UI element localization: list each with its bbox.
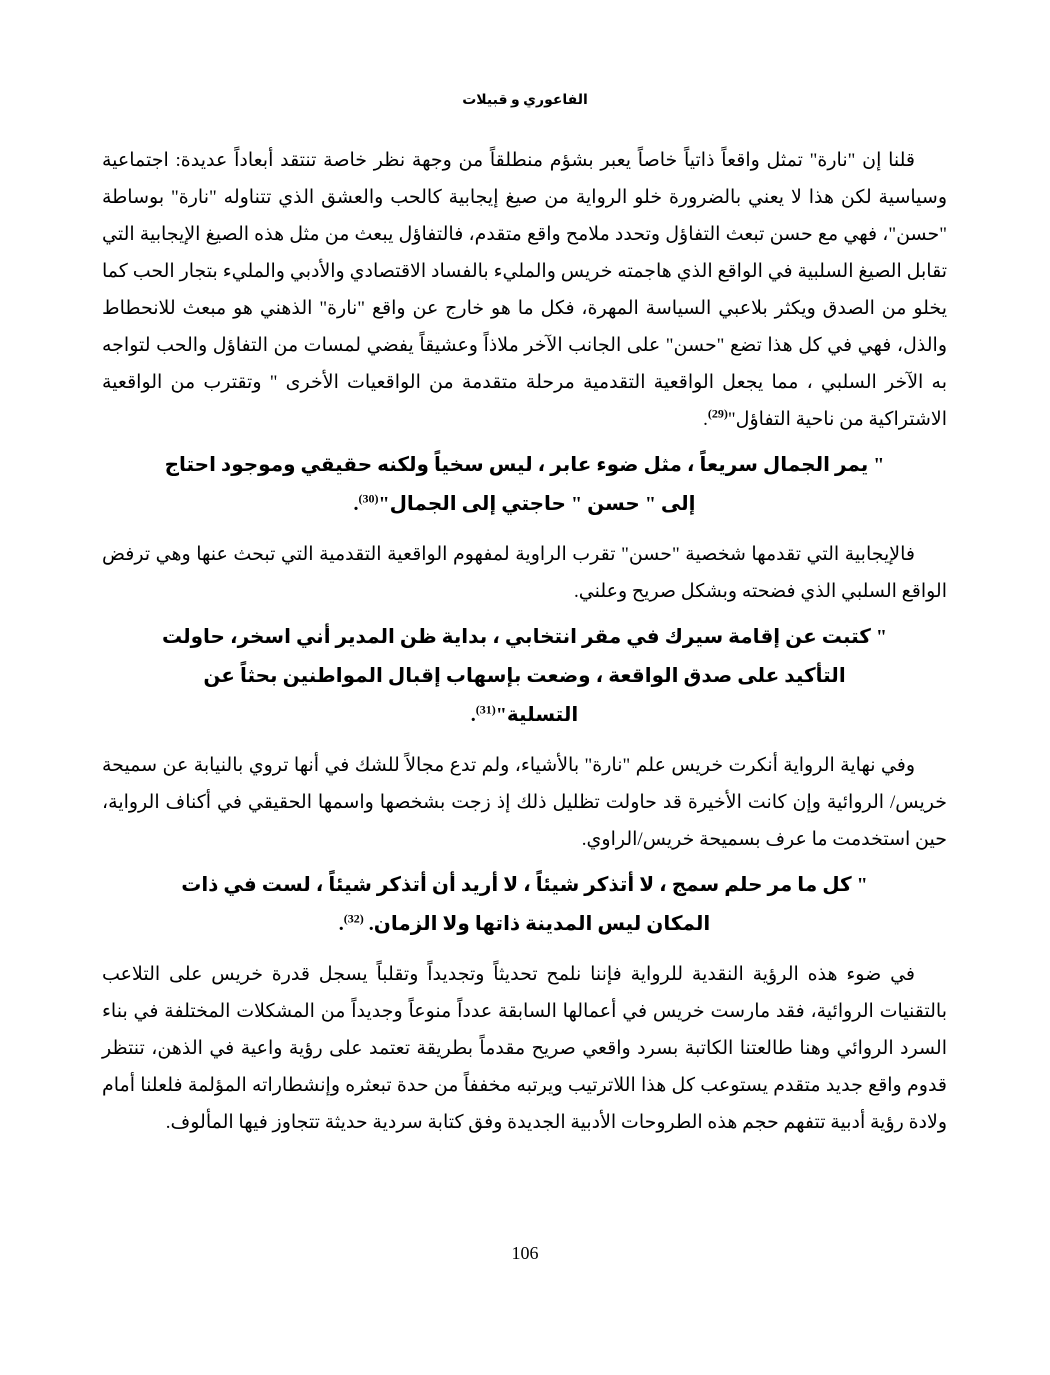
footnote-ref-31: (31) — [475, 702, 496, 717]
quote-3-text: " كل ما مر حلم سمج ، لا أتذكر شيئاً ، لا أريد أن أتذكر شيئاً ، لست في ذات المكان ليس المدينة ذاتها ولا الزمان. — [181, 874, 868, 935]
quote-1 — [160, 446, 889, 524]
footnote-ref-30: (30) — [358, 491, 379, 506]
paragraph-1 — [102, 142, 947, 438]
footnote-ref-32: (32) — [343, 911, 364, 926]
page-number: 106 — [511, 1243, 539, 1263]
paragraph-4 — [102, 956, 947, 1141]
quote-1-after: . — [353, 493, 359, 515]
quote-2-text: " كتبت عن إقامة سيرك في مقر انتخابي ، بداية ظن المدير أني اسخر، حاولت التأكيد على صدق الواقعة ، وضعت بإسهاب إقبال المواطنين بحثاً عن التسلية" — [161, 626, 888, 726]
paragraph-2 — [102, 536, 947, 610]
paragraph-3 — [102, 747, 947, 858]
quote-2-after: . — [470, 704, 476, 726]
quote-3-after: . — [338, 913, 344, 935]
footnote-ref-29: (29) — [707, 406, 728, 421]
paragraph-4-text: في ضوء هذه الرؤية النقدية للرواية فإننا نلمح تحديثاً وتجديداً وتقلباً يسجل قدرة خريس على التلاعب بالتقنيات الروائية، فقد مارست خريس في أعمالها السابقة عدداً منوعاً وجديداً من المشكلات المختلفة في بناء السرد الروائي وهنا طالعتنا الكاتبة بسرد واقعي صريح مقدماً بطريقة تعتمد على رؤية واعية في الذهن، تنتظر قدوم واقع جديد متقدم يستوعب كل هذا اللاترتيب ويرتبه مخففاً من حدة تبعثره وإنشطاراته المؤلمة فلعلنا أمام ولادة رؤية أدبية تتفهم حجم هذه الطروحات الأدبية الجديدة وفق كتابة سردية حديثة تتجاوز فيها المألوف. — [102, 964, 947, 1133]
paragraph-2-text: فالإيجابية التي تقدمها شخصية "حسن" تقرب الراوية لمفهوم الواقعية التقدمية التي تبحث عنها وهي ترفض الواقع السلبي الذي فضحته وبشكل صريح وعلني. — [102, 544, 947, 602]
running-header: الفاعوري و قبيلات — [462, 93, 588, 108]
quote-3 — [160, 866, 889, 944]
paragraph-1-text: قلنا إن "نارة" تمثل واقعاً ذاتياً خاصاً يعبر بشؤم منطلقاً من وجهة نظر خاصة تنتقد أبعاداً عديدة: اجتماعية وسياسية لكن هذا لا يعني بالضرورة خلو الرواية من صيغ إيجابية كالحب والعشق الذي تتناوله "نارة" بوساطة "حسن"، فهي مع حسن تبعث التفاؤل وتحدد ملامح واقع متقدم، فالتفاؤل يبعث من مثل هذه الصيغ الإيجابية التي تقابل الصيغ السلبية في الواقع الذي هاجمته خريس والمليء بالفساد الاقتصادي والأدبي والمليء بتجار الحب كما يخلو من الصدق ويكثر بلاعبي السياسة المهرة، فكل ما هو خارج عن واقع "نارة" الذهني هو مبعث للانحطاط والذل، فهي في كل هذا تضع "حسن" على الجانب الآخر ملاذاً وعشيقاً يفضي لمسات من التفاؤل والحب لتواجه به الآخر السلبي ، مما يجعل الواقعية التقدمية مرحلة متقدمة من الواقعيات الأخرى " وتقترب من الواقعية الاشتراكية من ناحية التفاؤل" — [102, 150, 947, 430]
page-content — [102, 142, 947, 1147]
paragraph-1-after: . — [703, 409, 708, 430]
quote-1-text: " يمر الجمال سريعاً ، مثل ضوء عابر ، ليس سخياً ولكنه حقيقي وموجود احتاج إلى " حسن " حاجتي إلى الجمال" — [164, 454, 885, 515]
quote-2 — [160, 618, 889, 735]
paragraph-3-text: وفي نهاية الرواية أنكرت خريس علم "نارة" بالأشياء، ولم تدع مجالاً للشك في أنها تروي بالنيابة عن سميحة خريس/ الروائية وإن كانت الأخيرة قد حاولت تظليل ذلك إذ زجت بشخصها واسمها الحقيقي في أكناف الرواية، حين استخدمت ما عرف بسميحة خريس/الراوي. — [102, 755, 947, 850]
